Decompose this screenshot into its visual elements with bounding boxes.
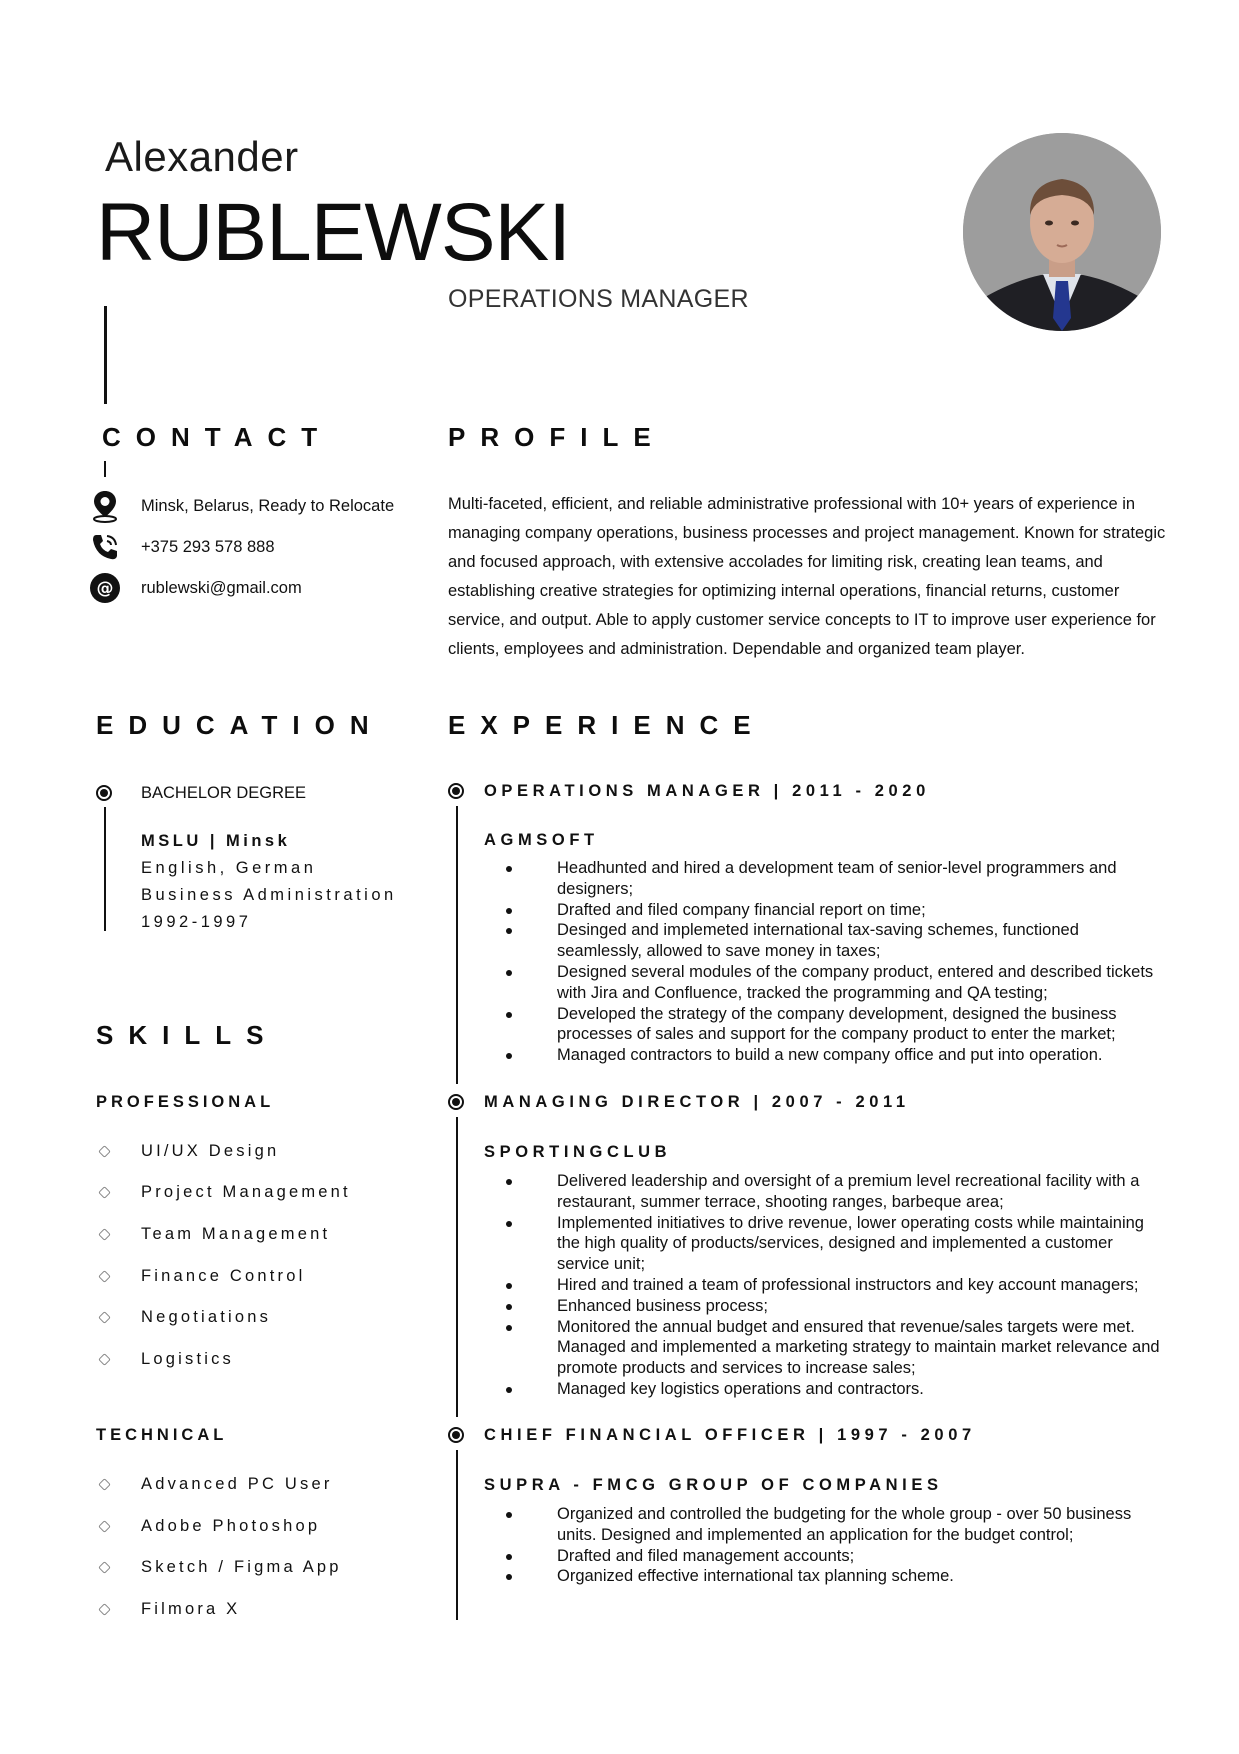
technical-skills-heading: TECHNICAL: [96, 1426, 228, 1444]
skill-item: [100, 1347, 234, 1371]
company-2: SPORTINGCLUB: [484, 1143, 672, 1161]
education-bullet-icon: [96, 785, 112, 801]
diamond-bullet-icon: [98, 1270, 111, 1283]
list-item: Drafted and filed management accounts;: [506, 1546, 1166, 1567]
contact-heading: CONTACT: [102, 422, 333, 452]
phone-text: +375 293 578 888: [141, 537, 275, 556]
job-title-1: OPERATIONS MANAGER | 2011 - 2020: [484, 782, 930, 800]
skill-item: [100, 1305, 271, 1329]
list-item: Drafted and filed company financial report on time;: [506, 900, 1166, 921]
skill-label: Sketch / Figma App: [141, 1557, 342, 1576]
skill-label: Filmora X: [141, 1599, 241, 1618]
list-item: Implemented initiatives to drive revenue, lower operating costs while maintaining the high quality of products/services, designed and implemented a customer service unit;: [506, 1213, 1166, 1275]
skill-label: Project Management: [141, 1182, 351, 1201]
skill-item: [100, 1139, 279, 1163]
timeline-line: [456, 1450, 458, 1620]
contact-phone[interactable]: [88, 529, 275, 565]
education-languages: English, German: [141, 859, 317, 877]
diamond-bullet-icon: [98, 1311, 111, 1324]
skill-label: Team Management: [141, 1224, 331, 1243]
skills-heading: SKILLS: [96, 1020, 279, 1050]
professional-skills-heading: PROFESSIONAL: [96, 1093, 275, 1111]
location-text: Minsk, Belarus, Ready to Relocate: [141, 496, 395, 515]
education-divider: [104, 807, 106, 931]
experience-heading: EXPERIENCE: [448, 710, 766, 740]
first-name: Alexander: [105, 133, 299, 180]
diamond-bullet-icon: [98, 1186, 111, 1199]
skill-label: UI/UX Design: [141, 1141, 280, 1160]
timeline-bullet-icon: [448, 1094, 464, 1110]
email-at-icon: [88, 571, 122, 605]
list-item: Managed key logistics operations and contractors.: [506, 1379, 1166, 1400]
list-item: Headhunted and hired a development team of senior-level programmers and designers;: [506, 858, 1166, 900]
skill-label: Negotiations: [141, 1307, 272, 1326]
list-item: Organized and controlled the budgeting for the whole group - over 50 business units. Designed and implemented an application for the budget control;: [506, 1504, 1166, 1546]
education-field: Business Administration: [141, 886, 397, 904]
skill-label: Advanced PC User: [141, 1474, 333, 1493]
header-divider: [104, 306, 107, 404]
email-text: rublewski@gmail.com: [141, 578, 302, 597]
duties-list-3: [506, 1504, 1166, 1587]
skill-item: [100, 1472, 333, 1496]
education-heading: EDUCATION: [96, 710, 384, 740]
education-degree: BACHELOR DEGREE: [141, 784, 307, 802]
list-item: Hired and trained a team of professional instructors and key account managers;: [506, 1275, 1166, 1296]
timeline-line: [456, 806, 458, 1084]
profile-summary: Multi-faceted, efficient, and reliable administrative professional with 10+ years of experience in managing company operations, business processes and project management. Known for strategic and focused approach, with extensive accolades for limiting risk, creating lean teams, and establishing creative strategies for optimizing internal operations, financial returns, customer service, and output. Able to apply customer service concepts to IT to improve user experience for clients, employees and administration. Dependable and organized team player.: [448, 495, 1166, 658]
diamond-bullet-icon: [98, 1561, 111, 1574]
timeline-bullet-icon: [448, 1427, 464, 1443]
list-item: Delivered leadership and oversight of a premium level recreational facility with a restaurant, summer terrace, shooting ranges, barbeque area;: [506, 1171, 1166, 1213]
list-item: Designed several modules of the company product, entered and described tickets with Jira and Confluence, tracked the programming and QA testing;: [506, 962, 1166, 1004]
last-name: RUBLEWSKI: [96, 187, 570, 278]
diamond-bullet-icon: [98, 1478, 111, 1491]
skill-item: [100, 1514, 320, 1538]
job-title-2: MANAGING DIRECTOR | 2007 - 2011: [484, 1093, 910, 1111]
skill-item: [100, 1222, 330, 1246]
diamond-bullet-icon: [98, 1353, 111, 1366]
timeline-bullet-icon: [448, 783, 464, 799]
timeline-line: [456, 1117, 458, 1417]
skill-item: [100, 1597, 240, 1621]
skill-item: [100, 1180, 351, 1204]
list-item: Developed the strategy of the company development, designed the business processes of sales and support for the company product to enter the market;: [506, 1004, 1166, 1046]
company-3: SUPRA - FMCG GROUP OF COMPANIES: [484, 1476, 943, 1494]
profile-photo: [963, 133, 1161, 331]
diamond-bullet-icon: [98, 1603, 111, 1616]
list-item: Desinged and implemeted international tax-saving schemes, functioned seamlessly, allowed to save money in taxes;: [506, 920, 1166, 962]
contact-email[interactable]: [88, 570, 302, 606]
svg-text:@: @: [96, 578, 114, 599]
job-title-3: CHIEF FINANCIAL OFFICER | 1997 - 2007: [484, 1426, 976, 1444]
diamond-bullet-icon: [98, 1228, 111, 1241]
list-item: Enhanced business process;: [506, 1296, 1166, 1317]
diamond-bullet-icon: [98, 1145, 111, 1158]
skill-label: Finance Control: [141, 1266, 306, 1285]
company-1: AGMSOFT: [484, 831, 599, 849]
location-pin-icon: [88, 489, 122, 523]
portrait-image: [963, 133, 1161, 331]
list-item: Managed contractors to build a new company office and put into operation.: [506, 1045, 1166, 1066]
duties-list-1: [506, 858, 1166, 1066]
contact-location: [88, 488, 394, 524]
diamond-bullet-icon: [98, 1520, 111, 1533]
education-school: MSLU | Minsk: [141, 832, 291, 850]
skill-item: [100, 1264, 305, 1288]
skill-label: Logistics: [141, 1349, 234, 1368]
list-item: Monitored the annual budget and ensured that revenue/sales targets were met. Managed and implemented a marketing strategy to maintain market relevance and promote products and services to increase sales;: [506, 1317, 1166, 1379]
education-years: 1992-1997: [141, 913, 252, 931]
list-item: Organized effective international tax planning scheme.: [506, 1566, 1166, 1587]
contact-divider: [104, 461, 106, 477]
duties-list-2: [506, 1171, 1166, 1400]
skill-label: Adobe Photoshop: [141, 1516, 321, 1535]
skill-item: [100, 1555, 342, 1579]
profile-heading: PROFILE: [448, 422, 666, 452]
job-title: OPERATIONS MANAGER: [448, 285, 749, 313]
phone-icon: [88, 530, 122, 564]
